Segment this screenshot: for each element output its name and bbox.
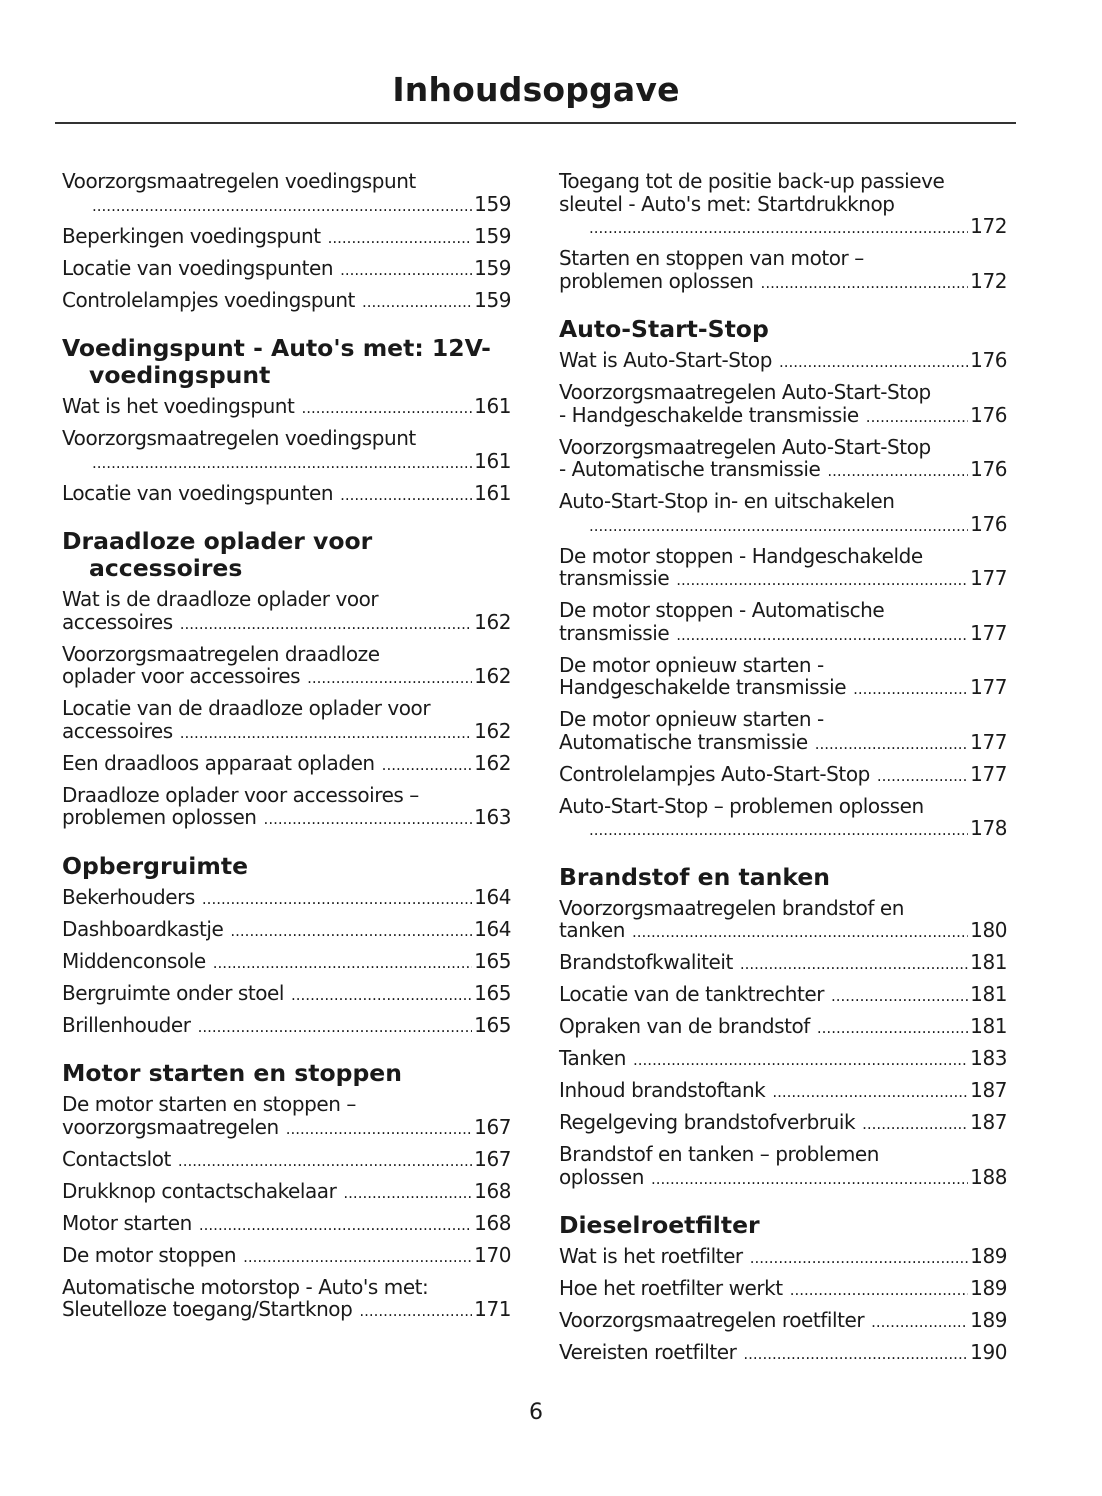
toc-entry-text: Controlelampjes Auto-Start-Stop (559, 761, 870, 786)
toc-entry-line (62, 980, 511, 1007)
toc-page-number: 159 (474, 223, 511, 248)
toc-page-number: 177 (970, 566, 1007, 590)
toc-entry[interactable] (62, 1180, 511, 1205)
toc-page-number: 176 (970, 402, 1007, 427)
toc-entry[interactable] (62, 1244, 511, 1269)
toc-entry-line (62, 696, 511, 720)
toc-page-number: 164 (474, 916, 511, 941)
toc-entry-line (559, 457, 1007, 483)
toc-entry-text: Wat is de draadloze oplader voor (62, 587, 379, 611)
toc-entry-text: oplossen (559, 1164, 644, 1189)
toc-page-number: 162 (474, 718, 511, 743)
dot-leader (750, 1247, 968, 1270)
toc-entry-text: Voorzorgsmaatregelen roetfilter (559, 1308, 865, 1332)
toc-entry-line (559, 566, 1007, 592)
toc-entry-line (559, 489, 1007, 513)
dot-leader (815, 733, 968, 756)
toc-entry-line (559, 620, 1007, 647)
dot-leader (676, 624, 968, 647)
dot-leader (382, 754, 473, 777)
toc-entry-line (559, 652, 1007, 677)
toc-entry[interactable] (559, 381, 1007, 428)
dot-leader (307, 667, 472, 690)
toc-section-voedingspunt-auto-s-met-12v-voedingspunt (62, 335, 511, 506)
title-divider (55, 122, 1016, 124)
toc-entry-line (559, 1340, 1007, 1366)
toc-entry-line (62, 1178, 511, 1205)
toc-page-number: 177 (970, 729, 1007, 754)
dot-leader (92, 195, 472, 218)
dot-leader (180, 722, 472, 745)
toc-entry-text: Voorzorgsmaatregelen brandstof en (559, 895, 904, 920)
dot-leader (853, 678, 968, 701)
toc-page-number: 167 (474, 1146, 511, 1171)
dot-leader (362, 291, 472, 314)
toc-entry[interactable] (62, 1212, 511, 1237)
toc-entry-line (559, 895, 1007, 920)
toc-entry[interactable] (559, 599, 1007, 646)
toc-entry[interactable] (62, 482, 511, 507)
toc-entry-line (62, 805, 511, 831)
toc-entry[interactable] (62, 170, 511, 217)
toc-entry-line (62, 1092, 511, 1116)
dot-leader (92, 452, 472, 475)
toc-page-number: 189 (970, 1276, 1007, 1300)
toc-entry-line (559, 982, 1007, 1008)
toc-entry-line (559, 268, 1007, 295)
toc-right-column (559, 170, 1007, 1388)
toc-entry-text: De motor starten en stoppen – (62, 1092, 356, 1116)
toc-entry-text: Dashboardkastje (62, 916, 224, 941)
toc-entry-text: De motor stoppen - Automatische (559, 598, 885, 622)
toc-entry-text: Contactslot (62, 1146, 171, 1171)
toc-entry-line (559, 598, 1007, 622)
dot-leader (827, 460, 968, 483)
toc-page-number: 165 (474, 980, 511, 1005)
toc-entry-line (559, 1078, 1007, 1104)
toc-entry-line (62, 1242, 511, 1269)
toc-page-number: 168 (474, 1178, 511, 1203)
toc-page-number: 189 (970, 1244, 1007, 1268)
toc-entry-line (559, 1164, 1007, 1191)
toc-entry-text: Inhoud brandstoftank (559, 1078, 766, 1102)
toc-entry-line (559, 348, 1007, 374)
toc-entry-text: Brandstof en tanken – problemen (559, 1142, 879, 1166)
toc-entry-line (559, 169, 1007, 193)
toc-entry-text: Opraken van de brandstof (559, 1014, 810, 1038)
toc-entry-line (62, 782, 511, 807)
toc-entry[interactable] (559, 349, 1007, 374)
toc-entry[interactable] (559, 897, 1007, 944)
toc-entry-text: Brandstofkwaliteit (559, 950, 733, 974)
toc-page-number: 178 (970, 816, 1007, 840)
toc-entry[interactable] (62, 982, 511, 1007)
toc-entry-line (559, 707, 1007, 731)
section-heading: Dieselroetfilter (559, 1211, 760, 1239)
toc-entry-text: Auto-Start-Stop – problemen oplossen (559, 793, 924, 818)
toc-page-number: 177 (970, 761, 1007, 786)
toc-entry[interactable] (559, 1079, 1007, 1104)
page-title: Inhoudsopgave (392, 70, 680, 109)
toc-entry-text: problemen oplossen (62, 805, 257, 829)
dot-leader (199, 1214, 472, 1237)
toc-entry-text: Auto-Start-Stop in- en uitschakelen (559, 489, 895, 513)
dot-leader (230, 920, 472, 943)
dot-leader (589, 217, 968, 240)
toc-entry-text: Voorzorgsmaatregelen voedingspunt (62, 169, 416, 193)
toc-entry-text: transmissie (559, 566, 670, 590)
toc-page-number: 167 (474, 1114, 511, 1139)
toc-entry-line (559, 729, 1007, 756)
toc-entry-text: Automatische transmissie (559, 729, 808, 754)
dot-leader (301, 397, 472, 420)
toc-entry-line (559, 246, 1007, 270)
toc-entry[interactable] (559, 654, 1007, 701)
toc-entry[interactable] (62, 225, 511, 250)
toc-entry[interactable] (559, 1245, 1007, 1270)
toc-entry-line (62, 223, 511, 250)
toc-entry-text: Regelgeving brandstofverbruik (559, 1110, 856, 1134)
toc-entry-line (582, 817, 1007, 842)
toc-page-number: 161 (474, 394, 511, 418)
toc-entry-line (559, 793, 1007, 818)
toc-entry-line (559, 543, 1007, 568)
section-heading: Opbergruimte (62, 851, 249, 880)
toc-page-number: 181 (970, 982, 1007, 1006)
toc-entry[interactable] (559, 1015, 1007, 1040)
dot-leader (877, 765, 968, 788)
toc-entry-line (62, 169, 511, 193)
dot-leader (202, 888, 472, 911)
toc-entry[interactable] (62, 1093, 511, 1140)
toc-entry-line (62, 884, 511, 911)
section-heading: Motor starten en stoppen (62, 1059, 402, 1087)
toc-page-number: 187 (970, 1110, 1007, 1134)
toc-entry-line (582, 215, 1007, 240)
toc-entry-text: Sleutelloze toegang/Startknop (62, 1297, 353, 1321)
toc-page-number: 161 (474, 480, 511, 505)
toc-entry-text: - Handgeschakelde transmissie (559, 402, 859, 427)
toc-entry[interactable] (559, 1309, 1007, 1334)
toc-page-number: 176 (970, 457, 1007, 481)
dot-leader (589, 515, 968, 538)
toc-page-number: 161 (474, 448, 511, 473)
toc-entry-line (559, 402, 1007, 429)
toc-entry[interactable] (559, 1277, 1007, 1302)
dot-leader (243, 1246, 472, 1269)
toc-entry-line (62, 1012, 511, 1039)
toc-entry-text: Middenconsole (62, 948, 206, 973)
toc-entry-text: De motor stoppen (62, 1242, 237, 1267)
toc-entry[interactable] (62, 886, 511, 911)
dot-leader (264, 808, 473, 831)
toc-entry-line (559, 1110, 1007, 1136)
toc-entry[interactable] (559, 490, 1007, 537)
toc-page-number: 172 (970, 214, 1007, 238)
toc-entry-text: Locatie van de draadloze oplader voor (62, 696, 431, 720)
toc-entry-line (559, 918, 1007, 944)
toc-page-number: 168 (474, 1210, 511, 1235)
toc-entry-line (559, 675, 1007, 701)
toc-entry-line (62, 287, 511, 314)
toc-entry[interactable] (62, 395, 511, 420)
toc-entry-text: Drukknop contactschakelaar (62, 1178, 337, 1203)
toc-page-number: 162 (474, 750, 511, 775)
dot-leader (743, 1343, 968, 1366)
toc-page-number: 171 (474, 1297, 511, 1321)
toc-section-opbergruimte (62, 853, 511, 1039)
toc-page-number: 159 (474, 255, 511, 280)
toc-section-brandstof-en-tanken (559, 864, 1007, 1191)
toc-entry[interactable] (559, 1143, 1007, 1190)
dot-leader (180, 613, 472, 636)
toc-entry-line (559, 1308, 1007, 1334)
section-heading: Draadloze oplader voor accessoires (62, 527, 373, 582)
toc-entry-text: Wat is Auto-Start-Stop (559, 348, 772, 372)
toc-page-number: 165 (474, 948, 511, 973)
toc-entry-text: transmissie (559, 620, 670, 645)
toc-entry-line (559, 434, 1007, 459)
toc-entry-text: Voorzorgsmaatregelen draadloze (62, 641, 380, 666)
page-number: 6 (529, 1400, 543, 1425)
toc-entry[interactable] (559, 170, 1007, 240)
section-heading: Auto-Start-Stop (559, 315, 769, 343)
toc-entry-text: accessoires (62, 609, 173, 634)
dot-leader (651, 1168, 968, 1191)
toc-entry-line (85, 450, 511, 475)
toc-page-number: 176 (970, 511, 1007, 536)
toc-entry[interactable] (62, 1148, 511, 1173)
dot-leader (198, 1016, 473, 1039)
toc-entry[interactable] (559, 763, 1007, 788)
dot-leader (866, 406, 968, 429)
toc-entry-text: Bergruimte onder stoel (62, 980, 284, 1005)
toc-entry-line (62, 609, 511, 636)
toc-entry[interactable] (559, 1341, 1007, 1366)
toc-entry[interactable] (62, 643, 511, 690)
toc-entry-line (559, 380, 1007, 404)
toc-page-number: 176 (970, 348, 1007, 372)
dot-leader (790, 1279, 968, 1302)
toc-entry[interactable] (559, 795, 1007, 842)
toc-entry-text: Vereisten roetfilter (559, 1340, 737, 1364)
toc-entry-text: Bekerhouders (62, 884, 195, 909)
dot-leader (633, 1049, 968, 1072)
toc-page-number: 177 (970, 675, 1007, 699)
toc-entry-line (62, 255, 511, 282)
toc-entry-line (62, 1274, 511, 1299)
toc-entry-line (559, 1142, 1007, 1166)
dot-leader (340, 484, 472, 507)
toc-page-number: 181 (970, 950, 1007, 974)
toc-entry-text: voorzorgsmaatregelen (62, 1114, 279, 1139)
toc-entry-text: Locatie van voedingspunten (62, 480, 334, 505)
toc-entry-line (62, 587, 511, 611)
toc-entry-text: Automatische motorstop - Auto's met: (62, 1274, 429, 1299)
toc-section (559, 170, 1007, 294)
dot-leader (761, 272, 969, 295)
toc-entry-text: De motor opnieuw starten - (559, 707, 824, 731)
toc-entry-line (559, 1276, 1007, 1302)
toc-entry-line (559, 950, 1007, 976)
toc-entry-line (62, 394, 511, 420)
dot-leader (817, 1017, 968, 1040)
section-heading: Voedingspunt - Auto's met: 12V-voedingspunt (62, 334, 491, 389)
dot-leader (178, 1150, 472, 1173)
dot-leader (632, 921, 968, 944)
toc-entry-line (559, 1014, 1007, 1040)
toc-page-number: 177 (970, 620, 1007, 645)
toc-entry-line (62, 480, 511, 507)
toc-entry-line (582, 513, 1007, 538)
toc-page-number: 187 (970, 1078, 1007, 1102)
toc-entry-text: Hoe het roetfilter werkt (559, 1276, 783, 1300)
toc-entry[interactable] (62, 1276, 511, 1323)
dot-leader (779, 351, 968, 374)
toc-entry-line (62, 664, 511, 690)
toc-page-number: 165 (474, 1012, 511, 1037)
dot-leader (343, 1182, 472, 1205)
toc-entry-text: Wat is het roetfilter (559, 1244, 743, 1268)
toc-entry-text: Voorzorgsmaatregelen Auto-Start-Stop (559, 380, 931, 404)
dot-leader (328, 227, 473, 250)
toc-entry-line (62, 916, 511, 943)
dot-leader (359, 1300, 472, 1323)
toc-page-number: 162 (474, 664, 511, 688)
toc-entry-line (559, 761, 1007, 788)
toc-entry[interactable] (62, 1014, 511, 1039)
dot-leader (676, 569, 968, 592)
toc-entry[interactable] (559, 436, 1007, 483)
toc-entry-line (559, 191, 1007, 216)
dot-leader (213, 952, 472, 975)
toc-page-number: 172 (970, 268, 1007, 293)
toc-entry-text: - Automatische transmissie (559, 457, 821, 481)
toc-entry-text: Toegang tot de positie back-up passieve (559, 169, 945, 193)
toc-entry[interactable] (62, 588, 511, 635)
toc-page-number: 189 (970, 1308, 1007, 1332)
toc-entry-text: Beperkingen voedingspunt (62, 223, 321, 248)
toc-entry-line (62, 948, 511, 975)
toc-entry-text: oplader voor accessoires (62, 664, 301, 688)
toc-page-number: 180 (970, 918, 1007, 942)
toc-entry-line (62, 1114, 511, 1141)
toc-entry-text: Controlelampjes voedingspunt (62, 287, 355, 312)
toc-entry-line (559, 1046, 1007, 1072)
toc-entry[interactable] (559, 1111, 1007, 1136)
toc-entry[interactable] (62, 427, 511, 474)
toc-section (62, 170, 511, 313)
toc-entry-line (62, 1146, 511, 1173)
toc-page-number: 159 (474, 287, 511, 312)
toc-entry[interactable] (62, 918, 511, 943)
section-heading: Brandstof en tanken (559, 862, 831, 891)
dot-leader (291, 984, 472, 1007)
toc-entry-text: Locatie van voedingspunten (62, 255, 334, 280)
toc-entry[interactable] (559, 983, 1007, 1008)
toc-section-auto-start-stop (559, 316, 1007, 842)
toc-entry-text: problemen oplossen (559, 268, 754, 293)
toc-entry-text: sleutel - Auto's met: Startdrukknop (559, 191, 895, 216)
toc-page-number: 183 (970, 1046, 1007, 1070)
toc-page-number: 181 (970, 1014, 1007, 1038)
toc-entry[interactable] (62, 752, 511, 777)
toc-page-number: 162 (474, 609, 511, 634)
toc-entry-line (62, 1210, 511, 1237)
toc-entry-text: Motor starten (62, 1210, 192, 1235)
toc-entry-text: De motor stoppen - Handgeschakelde (559, 543, 923, 568)
toc-section-draadloze-oplader-voor-accessoires (62, 528, 511, 831)
toc-entry-text: Voorzorgsmaatregelen voedingspunt (62, 426, 416, 450)
toc-entry-line (62, 750, 511, 777)
toc-entry-line (62, 1297, 511, 1323)
toc-entry[interactable] (62, 784, 511, 831)
toc-entry-text: Wat is het voedingspunt (62, 394, 295, 418)
toc-entry-text: Handgeschakelde transmissie (559, 675, 847, 699)
toc-entry-line (85, 193, 511, 218)
toc-page-number: 159 (474, 191, 511, 216)
toc-entry-text: Starten en stoppen van motor – (559, 246, 864, 270)
dot-leader (589, 819, 968, 842)
dot-leader (340, 259, 472, 282)
toc-entry-text: Brillenhouder (62, 1012, 191, 1037)
toc-page-number: 170 (474, 1242, 511, 1267)
toc-entry-line (559, 1244, 1007, 1270)
dot-leader (772, 1081, 968, 1104)
toc-entry-text: Draadloze oplader voor accessoires – (62, 782, 419, 807)
toc-entry-text: Voorzorgsmaatregelen Auto-Start-Stop (559, 434, 931, 459)
toc-entry[interactable] (62, 950, 511, 975)
toc-page-number: 164 (474, 884, 511, 909)
toc-entry-text: Tanken (559, 1046, 626, 1070)
toc-entry[interactable] (559, 545, 1007, 592)
toc-entry-text: Locatie van de tanktrechter (559, 982, 824, 1006)
dot-leader (862, 1113, 968, 1136)
toc-section-dieselroetfilter (559, 1212, 1007, 1366)
toc-entry-line (62, 718, 511, 745)
toc-section-motor-starten-en-stoppen (62, 1060, 511, 1323)
toc-entry-text: De motor opnieuw starten - (559, 652, 824, 677)
toc-page-number: 190 (970, 1340, 1007, 1364)
dot-leader (831, 985, 968, 1008)
toc-entry[interactable] (62, 697, 511, 744)
toc-entry-text: accessoires (62, 718, 173, 743)
dot-leader (286, 1118, 472, 1141)
toc-entry[interactable] (559, 1047, 1007, 1072)
toc-entry[interactable] (559, 247, 1007, 294)
toc-entry[interactable] (62, 289, 511, 314)
toc-entry[interactable] (62, 257, 511, 282)
toc-left-column (62, 170, 511, 1345)
toc-entry-text: tanken (559, 918, 625, 942)
toc-entry[interactable] (559, 951, 1007, 976)
toc-entry[interactable] (559, 708, 1007, 755)
toc-entry-line (62, 641, 511, 666)
toc-entry-line (62, 426, 511, 450)
toc-entry-text: Een draadloos apparaat opladen (62, 750, 375, 775)
dot-leader (871, 1311, 968, 1334)
toc-page-number: 163 (474, 805, 511, 829)
toc-page-number: 188 (970, 1164, 1007, 1189)
dot-leader (740, 953, 968, 976)
